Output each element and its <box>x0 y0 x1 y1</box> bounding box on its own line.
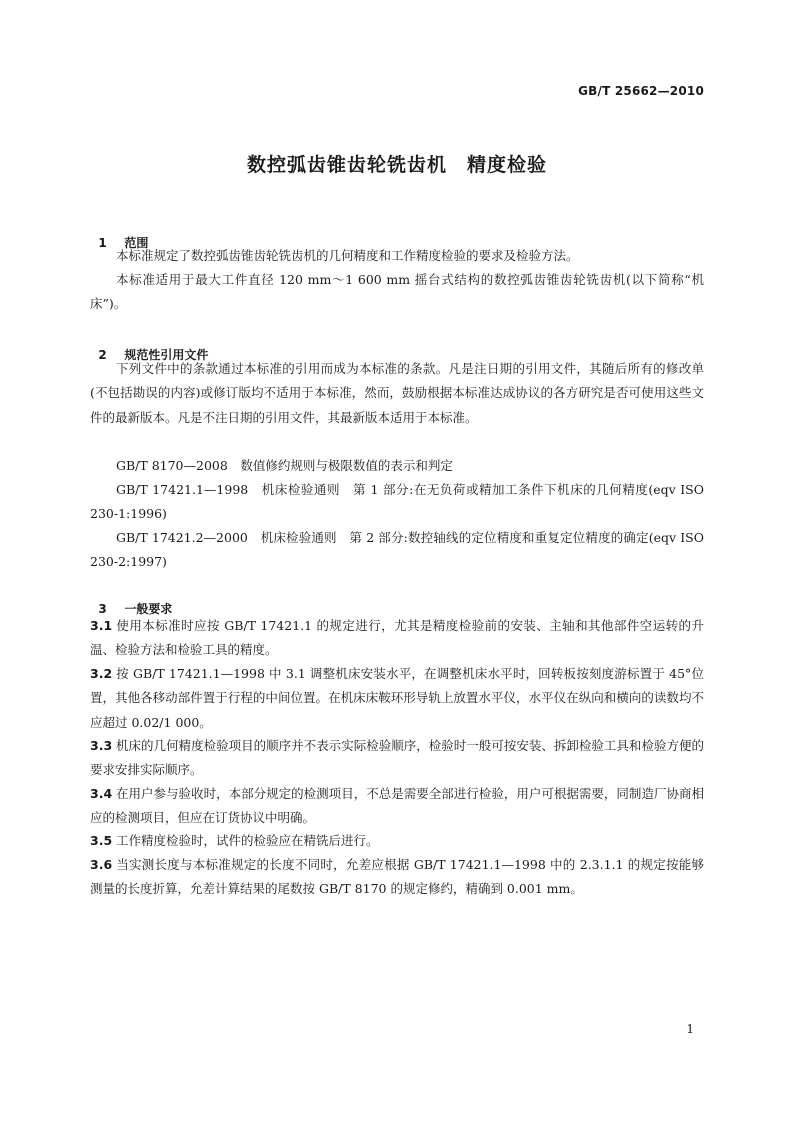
section-title: 规范性引用文件 <box>124 348 209 362</box>
reference-gb-t-17421-1: GB/T 17421.1—1998 机床检验通则 第 1 部分:在无负荷或精加工条件下机床的几何精度(eqv ISO 230-1:1996) <box>90 482 704 522</box>
clause-3-5 <box>90 829 704 853</box>
standard-code-header: GB/T 25662—2010 <box>578 84 704 98</box>
section-title: 一般要求 <box>124 602 173 616</box>
clause-3-6 <box>90 853 704 902</box>
section-1-paragraph-1: 本标准规定了数控弧齿锥齿轮铣齿机的几何精度和工作精度检验的要求及检验方法。 <box>116 248 579 263</box>
section-1-paragraph-2: 本标准适用于最大工件直径 120 mm～1 600 mm 摇台式结构的数控弧齿锥齿轮铣齿机(以下简称“机床”)。 <box>90 272 704 312</box>
reference-gb-t-8170: GB/T 8170—2008 数值修约规则与极限数值的表示和判定 <box>116 458 453 473</box>
clause-text: 使用本标准时应按 GB/T 17421.1 的规定进行，尤其是精度检验前的安装、主轴和其他部件空运转的升温、检验方法和检验工具的精度。 <box>90 618 704 658</box>
clause-3-3 <box>90 734 704 783</box>
clause-number: 3.3 <box>90 738 113 753</box>
section-number: 2 <box>98 348 107 362</box>
clause-text: 当实测长度与本标准规定的长度不同时，允差应根据 GB/T 17421.1—1998 中的 2.3.1.1 的规定按能够测量的长度折算，允差计算结果的尾数按 GB/T 8170 的规定修约，精确到 0.001 mm。 <box>90 857 704 897</box>
clause-number: 3.2 <box>90 666 113 681</box>
clause-number: 3.5 <box>90 833 113 848</box>
clause-text: 按 GB/T 17421.1—1998 中 3.1 调整机床安装水平，在调整机床水平时，回转板按刻度游标置于 45°位置，其他各移动部件置于行程的中间位置。在机床床鞍环形导轨上放置水平仪，水平仪在纵向和横向的读数均不应超过 0.02/1 000。 <box>90 666 704 730</box>
clause-number: 3.6 <box>90 857 113 872</box>
clause-3-1 <box>90 614 704 663</box>
section-title: 范围 <box>124 236 149 250</box>
clause-3-4 <box>90 782 704 831</box>
page-number: 1 <box>686 1022 694 1036</box>
clause-3-2 <box>90 662 704 735</box>
reference-gb-t-17421-2: GB/T 17421.2—2000 机床检验通则 第 2 部分:数控轴线的定位精度和重复定位精度的确定(eqv ISO 230-2:1997) <box>90 530 704 570</box>
clause-text: 机床的几何精度检验项目的顺序并不表示实际检验顺序，检验时一般可按安装、拆卸检验工具和检验方便的要求安排实际顺序。 <box>90 738 704 778</box>
clause-number: 3.1 <box>90 618 113 633</box>
section-number: 1 <box>98 236 107 250</box>
clause-text: 工作精度检验时，试件的检验应在精铣后进行。 <box>116 833 379 848</box>
clause-text: 在用户参与验收时，本部分规定的检测项目，不总是需要全部进行检验，用户可根据需要，同制造厂协商相应的检测项目，但应在订货协议中明确。 <box>90 786 704 826</box>
section-2-paragraph: 下列文件中的条款通过本标准的引用而成为本标准的条款。凡是注日期的引用文件，其随后所有的修改单(不包括勘误的内容)或修订版均不适用于本标准，然而，鼓励根据本标准达成协议的各方研究是否可使用这些文件的最新版本。凡是不注日期的引用文件，其最新版本适用于本标准。 <box>90 361 704 425</box>
section-3-heading <box>90 586 172 617</box>
clause-number: 3.4 <box>90 786 113 801</box>
section-number: 3 <box>98 602 107 616</box>
document-title: 数控弧齿锥齿轮铣齿机 精度检验 <box>246 154 547 176</box>
